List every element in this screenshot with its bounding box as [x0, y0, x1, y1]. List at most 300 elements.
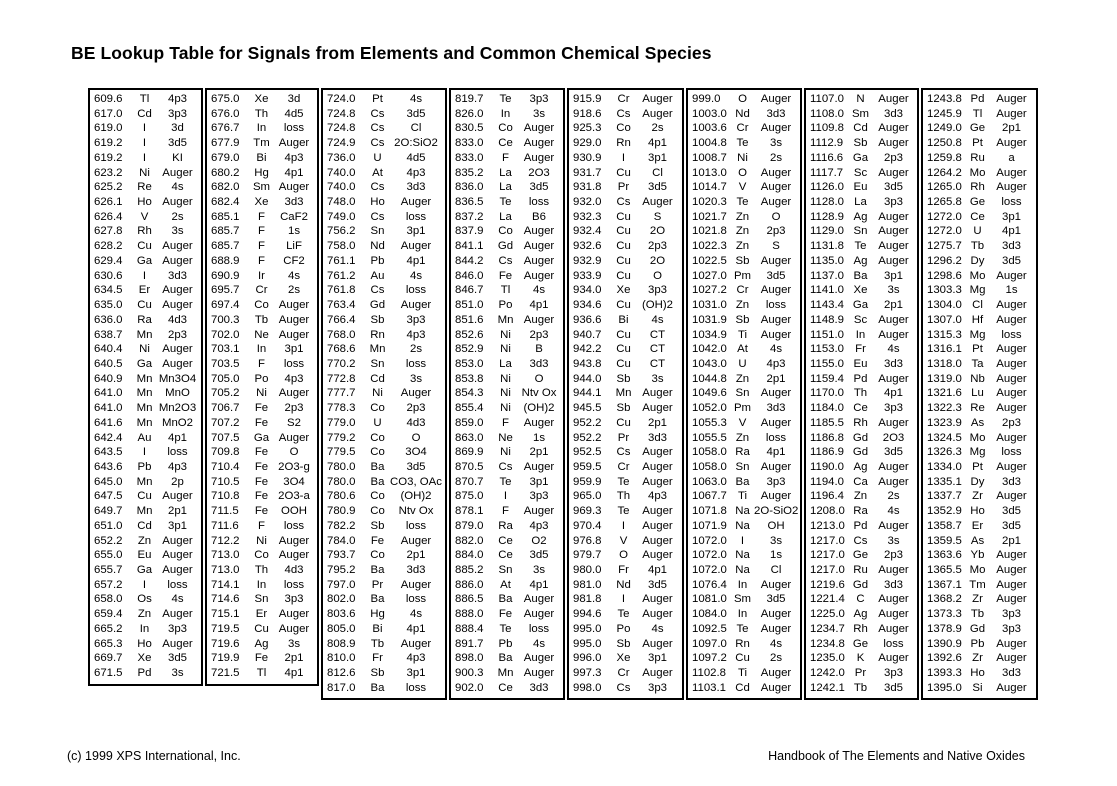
element-symbol: Pb	[498, 637, 513, 650]
element-symbol: Sm	[252, 181, 271, 194]
element-symbol: Cu	[616, 240, 631, 253]
table-row	[806, 92, 917, 107]
element-symbol: F	[502, 505, 509, 518]
be-value: 1021.7	[692, 210, 727, 223]
element-symbol: Ba	[370, 460, 385, 473]
table-row	[806, 416, 917, 431]
be-value: 898.0	[455, 652, 484, 665]
be-value: 779.0	[327, 416, 356, 429]
element-symbol: Cs	[370, 107, 385, 120]
be-value: 837.2	[455, 210, 484, 223]
table-row	[923, 224, 1036, 239]
be-value: 852.9	[455, 343, 484, 356]
element-symbol: Ne	[498, 431, 513, 444]
signal-label: loss	[283, 122, 305, 135]
table-row	[323, 195, 445, 210]
element-symbol: Pt	[972, 460, 983, 473]
element-symbol: Zn	[853, 490, 868, 503]
be-value: 736.0	[327, 151, 356, 164]
be-value: 863.0	[455, 431, 484, 444]
be-value: 1296.2	[927, 254, 962, 267]
table-row	[688, 313, 800, 328]
table-row	[688, 357, 800, 372]
element-symbol: Os	[137, 593, 152, 606]
signal-label: 3p3	[647, 681, 667, 694]
be-value: 915.9	[573, 93, 602, 105]
signal-label: 2p	[171, 475, 184, 488]
signal-label: Auger	[878, 254, 909, 267]
signal-label: 2s	[287, 284, 301, 297]
element-symbol: I	[142, 446, 147, 459]
be-value: 1004.8	[692, 137, 727, 150]
signal-label: 3d5	[167, 652, 187, 665]
be-value: 703.5	[211, 357, 240, 370]
element-symbol: Cs	[370, 122, 385, 135]
element-symbol: Cd	[137, 107, 152, 120]
signal-label: 3O4	[283, 475, 305, 488]
be-value: 651.0	[94, 519, 123, 532]
signal-label: loss	[167, 578, 188, 591]
element-symbol: Te	[617, 475, 630, 488]
table-row	[90, 195, 201, 210]
signal-label: Auger	[996, 564, 1027, 576]
signal-label: Auger	[523, 593, 555, 606]
signal-label: 3d5	[883, 681, 903, 694]
signal-label: 3d3	[284, 196, 304, 209]
be-value: 619.0	[94, 122, 123, 135]
element-symbol: Xe	[616, 284, 631, 297]
element-symbol: I	[503, 490, 508, 503]
table-row	[207, 431, 317, 446]
table-row	[323, 592, 445, 607]
element-symbol: Co	[370, 505, 385, 518]
element-symbol: Fe	[254, 475, 269, 488]
table-row	[207, 578, 317, 593]
element-symbol: Ni	[139, 343, 150, 356]
element-symbol: Ge	[969, 196, 986, 209]
be-value: 1027.0	[692, 269, 727, 282]
table-row	[688, 548, 800, 563]
table-row	[451, 416, 563, 431]
element-symbol: Th	[254, 107, 269, 120]
signal-label: 3p1	[647, 151, 667, 164]
element-symbol: Ba	[498, 593, 513, 606]
be-value: 797.0	[327, 578, 356, 591]
be-value: 641.0	[94, 402, 123, 415]
element-symbol: Rn	[616, 137, 631, 150]
element-symbol: Ba	[853, 269, 868, 282]
table-row	[451, 563, 563, 578]
element-symbol: Ge	[852, 637, 869, 650]
signal-label: 2O	[649, 225, 666, 238]
table-row	[323, 489, 445, 504]
signal-label: 4d5	[406, 151, 426, 164]
table-row	[806, 622, 917, 637]
signal-label: 4s	[651, 313, 664, 326]
table-row	[90, 224, 201, 239]
element-symbol: Po	[254, 372, 269, 385]
be-value: 1352.9	[927, 505, 962, 518]
signal-label: 2s	[887, 490, 900, 503]
element-symbol: Sc	[853, 313, 868, 326]
table-row	[688, 460, 800, 475]
table-row	[569, 445, 682, 460]
table-row	[90, 328, 201, 343]
table-row	[923, 92, 1036, 107]
element-symbol: F	[258, 254, 265, 267]
be-value: 655.0	[94, 549, 123, 562]
be-value: 768.6	[327, 343, 356, 356]
be-value: 707.5	[211, 431, 240, 444]
be-value: 793.7	[327, 549, 356, 562]
table-row	[806, 166, 917, 181]
table-row	[569, 622, 682, 637]
signal-label: Auger	[760, 313, 792, 326]
signal-label: 3d5	[406, 107, 426, 120]
table-row	[688, 151, 800, 166]
signal-label: 4d3	[284, 564, 304, 576]
be-value: 1092.5	[692, 622, 727, 635]
element-symbol: Fe	[498, 608, 513, 621]
signal-label: Auger	[760, 490, 792, 503]
table-row	[688, 195, 800, 210]
element-symbol: Xe	[853, 284, 868, 297]
table-row	[923, 195, 1036, 210]
table-row	[806, 224, 917, 239]
element-symbol: Xe	[254, 93, 269, 105]
signal-label: 3p3	[406, 313, 426, 326]
element-symbol: Ag	[853, 254, 868, 267]
be-value: 688.9	[211, 254, 240, 267]
be-value: 997.3	[573, 667, 602, 680]
be-value: 803.6	[327, 608, 356, 621]
table-row	[90, 475, 201, 490]
table-row	[688, 622, 800, 637]
element-symbol: Sb	[735, 254, 750, 267]
be-value: 685.7	[211, 225, 240, 238]
be-value: 676.7	[211, 122, 240, 135]
element-symbol: Rh	[137, 225, 152, 238]
signal-label: loss	[1001, 446, 1022, 459]
signal-label: Auger	[400, 578, 432, 591]
table-row	[688, 269, 800, 284]
element-symbol: Er	[138, 284, 151, 297]
signal-label: loss	[765, 299, 787, 312]
element-symbol: Tb	[970, 608, 985, 621]
element-symbol: Ne	[254, 328, 269, 341]
element-symbol: Xe	[254, 196, 269, 209]
element-symbol: V	[619, 534, 628, 547]
signal-label: Auger	[996, 299, 1027, 312]
element-symbol: Hg	[370, 608, 385, 621]
be-value: 659.4	[94, 608, 123, 621]
signal-label: Auger	[996, 357, 1027, 370]
table-row	[207, 328, 317, 343]
signal-label: Auger	[996, 137, 1027, 150]
be-value: 934.0	[573, 284, 602, 297]
table-row	[90, 637, 201, 652]
signal-label: Auger	[400, 534, 432, 547]
be-value: 740.0	[327, 166, 356, 179]
signal-label: Auger	[996, 460, 1027, 473]
element-symbol: Te	[499, 196, 512, 209]
signal-label: Auger	[878, 622, 909, 635]
table-row	[207, 224, 317, 239]
be-value: 944.0	[573, 372, 602, 385]
be-value: 756.2	[327, 225, 356, 238]
be-value: 640.4	[94, 343, 123, 356]
be-value: 1213.0	[810, 519, 845, 532]
signal-label: 2p1	[883, 299, 903, 312]
table-row	[207, 416, 317, 431]
signal-label: 3d	[171, 122, 184, 135]
be-value: 719.6	[211, 637, 240, 650]
be-value: 995.0	[573, 622, 602, 635]
element-symbol: Fe	[254, 402, 269, 415]
table-row	[569, 298, 682, 313]
table-row	[90, 666, 201, 681]
signal-label: 2p1	[647, 416, 667, 429]
table-row	[323, 121, 445, 136]
table-row	[569, 386, 682, 401]
signal-label: loss	[1001, 328, 1022, 341]
table-row	[923, 107, 1036, 122]
signal-label: Auger	[996, 343, 1027, 356]
signal-label: 3p1	[284, 343, 304, 356]
be-value: 846.7	[455, 284, 484, 297]
be-value: 870.5	[455, 460, 484, 473]
be-value: 619.2	[94, 137, 123, 150]
table-row	[451, 534, 563, 549]
element-symbol: Sn	[853, 225, 868, 238]
element-symbol: Sc	[853, 166, 868, 179]
table-row	[207, 239, 317, 254]
signal-label: 1s	[287, 225, 301, 238]
be-value: 1131.8	[810, 240, 844, 253]
table-row	[207, 136, 317, 151]
table-row	[451, 431, 563, 446]
element-symbol: Ra	[735, 446, 750, 459]
signal-label: Auger	[878, 564, 909, 576]
be-value: 879.0	[455, 519, 484, 532]
signal-label: 4s	[409, 608, 423, 621]
signal-label: Auger	[996, 652, 1027, 665]
signal-label: KI	[172, 151, 183, 164]
signal-label: Auger	[760, 387, 792, 400]
signal-label: 3d5	[766, 269, 786, 282]
be-value: 643.5	[94, 446, 123, 459]
table-row	[323, 401, 445, 416]
signal-label: Auger	[878, 328, 909, 341]
signal-label: 3d3	[1001, 667, 1021, 680]
element-symbol: Zn	[735, 431, 750, 444]
element-symbol: Pr	[617, 181, 630, 194]
be-value: 1143.4	[810, 299, 844, 312]
be-value: 719.5	[211, 622, 240, 635]
table-row	[923, 166, 1036, 181]
element-symbol: Tm	[969, 578, 986, 591]
be-value: 714.1	[211, 578, 240, 591]
be-value: 779.5	[327, 446, 356, 459]
signal-label: loss	[528, 622, 550, 635]
table-row	[569, 313, 682, 328]
element-symbol: Pt	[972, 137, 983, 150]
be-value: 1359.5	[927, 534, 962, 547]
table-row	[207, 151, 317, 166]
be-value: 761.2	[327, 269, 356, 282]
table-row	[569, 372, 682, 387]
be-value: 1334.0	[927, 460, 962, 473]
table-row	[207, 489, 317, 504]
signal-label: 3d3	[1001, 475, 1021, 488]
element-symbol: Bi	[618, 313, 629, 326]
element-symbol: Fe	[254, 416, 269, 429]
be-value: 635.0	[94, 299, 123, 312]
element-symbol: Fe	[254, 652, 269, 665]
table-row	[451, 651, 563, 666]
be-column-4	[449, 88, 565, 700]
signal-label: Auger	[878, 122, 909, 135]
table-row	[688, 504, 800, 519]
signal-label: 3d5	[1001, 505, 1021, 518]
table-row	[90, 651, 201, 666]
signal-label: loss	[528, 196, 550, 209]
table-row	[323, 504, 445, 519]
be-value: 626.1	[94, 196, 123, 209]
table-row	[323, 298, 445, 313]
table-row	[90, 563, 201, 578]
element-symbol: Eu	[137, 549, 152, 562]
signal-label: 2p3	[167, 328, 187, 341]
signal-label: Ntv Ox	[521, 387, 557, 400]
element-symbol: Ho	[137, 637, 152, 650]
signal-label: Auger	[278, 387, 310, 400]
table-row	[207, 475, 317, 490]
element-symbol: Bi	[256, 151, 267, 164]
element-symbol: Co	[616, 122, 631, 135]
signal-label: Auger	[996, 637, 1027, 650]
element-symbol: At	[372, 166, 383, 179]
signal-label: 3d3	[406, 564, 426, 576]
table-row	[451, 607, 563, 622]
be-value: 709.8	[211, 446, 240, 459]
signal-label: 4s	[887, 505, 900, 518]
signal-label: 4p1	[406, 622, 426, 635]
be-value: 929.0	[573, 137, 602, 150]
be-value: 1148.9	[810, 313, 844, 326]
be-value: 665.2	[94, 622, 123, 635]
signal-label: Auger	[523, 269, 555, 282]
element-symbol: Ce	[853, 402, 868, 415]
table-row	[323, 283, 445, 298]
element-symbol: Mn	[136, 328, 153, 341]
be-value: 900.3	[455, 667, 484, 680]
be-column-8	[921, 88, 1038, 700]
signal-label: 2p1	[766, 372, 786, 385]
be-value: 1208.0	[810, 505, 845, 518]
signal-label: 2p1	[1001, 122, 1021, 135]
table-row	[323, 416, 445, 431]
be-value: 875.0	[455, 490, 484, 503]
table-row	[207, 666, 317, 681]
be-value: 711.5	[211, 505, 239, 518]
table-row	[90, 504, 201, 519]
table-row	[688, 475, 800, 490]
table-row	[569, 107, 682, 122]
element-symbol: Ru	[853, 564, 868, 576]
signal-label: Auger	[996, 431, 1027, 444]
element-symbol: Fe	[254, 446, 269, 459]
signal-label: 4p1	[167, 431, 187, 444]
be-value: 778.3	[327, 402, 356, 415]
be-value: 645.0	[94, 475, 123, 488]
signal-label: 2O-SiO2	[754, 505, 799, 518]
be-value: 676.0	[211, 107, 240, 120]
signal-label: Auger	[760, 622, 792, 635]
element-symbol: Ag	[853, 608, 868, 621]
table-row	[569, 416, 682, 431]
element-symbol: Mn	[136, 372, 153, 385]
signal-label: 2O:SiO2	[394, 137, 438, 150]
element-symbol: In	[500, 107, 511, 120]
table-row	[806, 681, 917, 696]
signal-label: Auger	[878, 519, 909, 532]
be-value: 640.5	[94, 357, 123, 370]
be-value: 1072.0	[692, 549, 727, 562]
table-row	[688, 180, 800, 195]
element-symbol: Eu	[853, 357, 868, 370]
table-row	[688, 578, 800, 593]
element-symbol: Er	[255, 608, 268, 621]
element-symbol: Ho	[370, 196, 385, 209]
table-row	[90, 180, 201, 195]
element-symbol: Cd	[853, 122, 868, 135]
be-value: 1335.1	[927, 475, 962, 488]
table-row	[451, 445, 563, 460]
be-value: 853.8	[455, 372, 484, 385]
be-value: 1109.8	[810, 122, 844, 135]
signal-label: loss	[405, 284, 427, 297]
table-row	[806, 504, 917, 519]
signal-label: MnO	[165, 387, 190, 400]
element-symbol: Fr	[855, 343, 866, 356]
be-value: 936.6	[573, 313, 602, 326]
be-value: 886.5	[455, 593, 484, 606]
be-value: 932.9	[573, 254, 602, 267]
signal-label: 2p3	[883, 151, 903, 164]
element-symbol: Pd	[853, 519, 868, 532]
element-symbol: Pt	[972, 343, 983, 356]
be-value: 1326.3	[927, 446, 962, 459]
element-symbol: Ge	[969, 122, 986, 135]
signal-label: 3s	[532, 564, 546, 576]
be-value: 707.2	[211, 416, 240, 429]
signal-label: Auger	[162, 549, 193, 562]
be-value: 690.9	[211, 269, 240, 282]
table-row	[451, 136, 563, 151]
be-value: 1141.0	[810, 284, 844, 297]
element-symbol: In	[737, 578, 748, 591]
be-value: 1259.8	[927, 151, 962, 164]
element-symbol: Mn	[136, 475, 153, 488]
be-value: 780.6	[327, 490, 356, 503]
element-symbol: Ba	[498, 652, 513, 665]
element-symbol: Te	[617, 505, 630, 518]
be-value: 665.3	[94, 637, 123, 650]
table-row	[323, 357, 445, 372]
signal-label: 3d5	[766, 593, 786, 606]
be-value: 713.0	[211, 549, 240, 562]
